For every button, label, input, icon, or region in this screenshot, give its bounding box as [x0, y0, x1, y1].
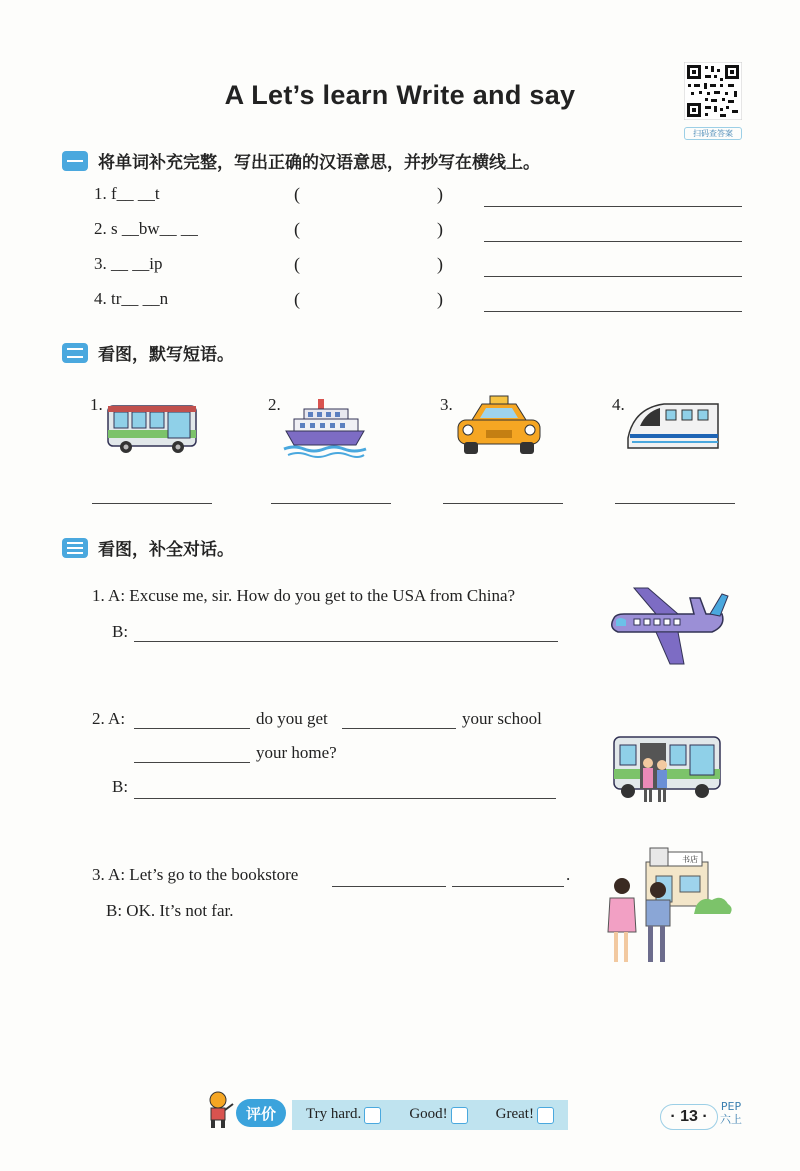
great-label: Great! [495, 1106, 534, 1123]
qr-code [684, 62, 742, 136]
d1-answer-line[interactable] [134, 641, 558, 642]
s1-item1-answer-line[interactable] [484, 206, 742, 207]
great-checkbox[interactable] [537, 1107, 554, 1124]
edition-grade: 六上 [720, 1113, 742, 1126]
s1-item3-text: 3. __ __ip [94, 254, 163, 273]
evaluation-box [292, 1100, 568, 1130]
d2-b-label: B: [112, 777, 129, 796]
d1-question: 1. A: Excuse me, sir. How do you get to the USA from China? [92, 586, 516, 605]
s2-item3-answer-line[interactable] [443, 503, 563, 504]
edition-pep: PEP [720, 1100, 742, 1113]
taxi-icon [454, 394, 544, 460]
qr-code-icon [684, 62, 742, 120]
s1-item4-text: 4. tr__ __n [94, 289, 169, 308]
airplane-icon [604, 584, 732, 668]
s1-item2-text: 2. s __bw__ __ [94, 219, 198, 238]
section1-instruction: 将单词补充完整，写出正确的汉语意思，并抄写在横线上。 [98, 153, 540, 173]
d3-blank2[interactable] [452, 886, 564, 887]
s1-item2-answer-line[interactable] [484, 241, 742, 242]
d3-response: B: OK. It’s not far. [106, 901, 234, 920]
bookstore-sign: 书店 [682, 855, 698, 864]
s1-item4-close: ) [437, 289, 443, 309]
s1-item1-close: ) [437, 184, 443, 204]
section1-badge [62, 151, 88, 171]
s2-item2-num: 2. [268, 395, 281, 414]
qr-caption: 扫码查答案 [684, 127, 742, 140]
s2-item4-num: 4. [612, 395, 625, 414]
s1-item1-text: 1. f__ __t [94, 184, 160, 203]
s1-item4-open: ( [294, 289, 300, 309]
section3-badge [62, 538, 88, 558]
s2-item1-num: 1. [90, 395, 103, 414]
s2-item3-num: 3. [440, 395, 453, 414]
d2-blank1[interactable] [134, 728, 250, 729]
s1-item3-open: ( [294, 254, 300, 274]
bus-with-people-icon [610, 733, 724, 809]
d3-question: 3. A: Let’s go to the bookstore [92, 865, 299, 884]
section2-instruction: 看图，默写短语。 [98, 345, 234, 365]
d2-mid2: your school [462, 709, 542, 728]
s2-item2-answer-line[interactable] [271, 503, 391, 504]
s1-item2-open: ( [294, 219, 300, 239]
try-hard-checkbox[interactable] [364, 1107, 381, 1124]
train-icon [624, 396, 720, 458]
d1-b-label: B: [112, 622, 129, 641]
s1-item3-answer-line[interactable] [484, 276, 742, 277]
ship-icon [280, 395, 370, 461]
good-checkbox[interactable] [451, 1107, 468, 1124]
try-hard-label: Try hard. [306, 1106, 362, 1123]
s1-item3-close: ) [437, 254, 443, 274]
edition-badge [720, 1100, 742, 1126]
mascot-icon [200, 1090, 236, 1130]
evaluation-label: 评价 [236, 1099, 286, 1127]
page-number: · 13 · [660, 1104, 718, 1130]
d2-mid1: do you get [256, 709, 328, 728]
section3-instruction: 看图，补全对话。 [98, 540, 234, 560]
section3-heading [62, 535, 234, 560]
s2-item4-answer-line[interactable] [615, 503, 735, 504]
try-hard-option [306, 1106, 381, 1123]
s1-item4-answer-line[interactable] [484, 311, 742, 312]
page-title: A Let’s learn Write and say [224, 80, 576, 110]
s1-item2-close: ) [437, 219, 443, 239]
good-label: Good! [409, 1106, 448, 1123]
bus-icon [104, 400, 200, 458]
great-option [496, 1106, 554, 1123]
good-option [409, 1106, 467, 1123]
d2-blank2[interactable] [342, 728, 456, 729]
d2-answer-line[interactable] [134, 798, 556, 799]
d2-line2: your home? [256, 743, 337, 762]
d2-blank3[interactable] [134, 762, 250, 763]
d3-period: . [566, 865, 571, 884]
section2-heading [62, 340, 234, 365]
d2-a-label: 2. A: [92, 709, 126, 728]
s1-item1-open: ( [294, 184, 300, 204]
s2-item1-answer-line[interactable] [92, 503, 212, 504]
section1-heading [62, 148, 540, 173]
bookstore-kids-icon [600, 842, 736, 970]
d3-blank1[interactable] [332, 886, 446, 887]
section2-badge [62, 343, 88, 363]
